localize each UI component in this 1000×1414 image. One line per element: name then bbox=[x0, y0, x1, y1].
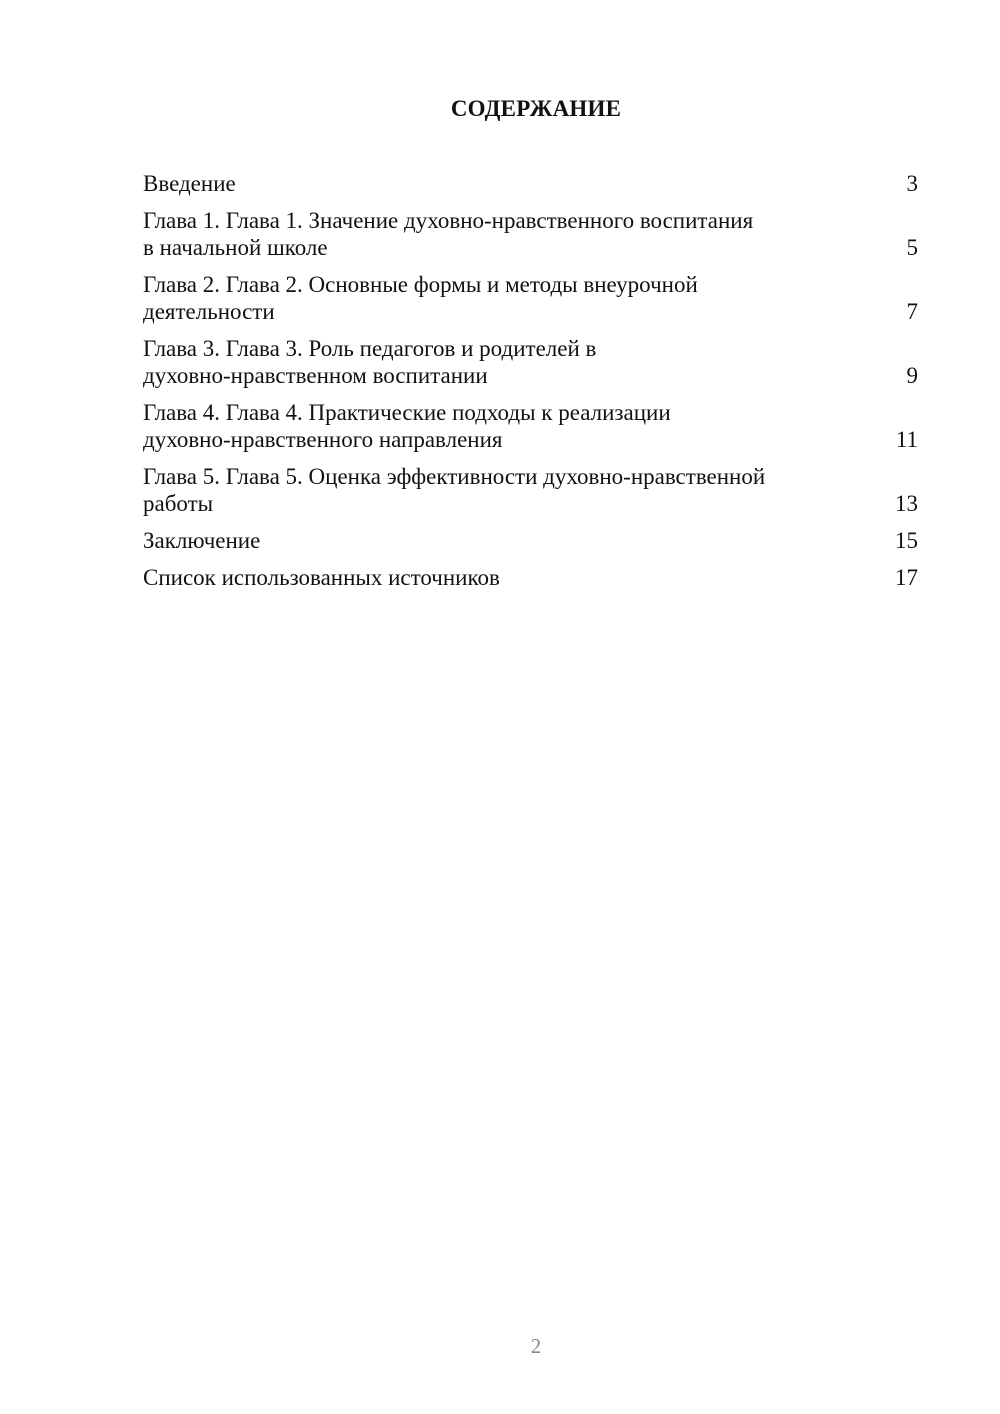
toc-entry-line: Глава 2. Глава 2. Основные формы и методы внеурочной bbox=[143, 272, 698, 297]
toc-entry-chapter-5 bbox=[143, 463, 918, 517]
toc-entry-text bbox=[143, 564, 833, 591]
toc-entry-line: Глава 3. Глава 3. Роль педагогов и родителей в bbox=[143, 336, 597, 361]
toc-entry-page: 13 bbox=[895, 491, 918, 516]
toc-entry-text bbox=[143, 399, 833, 453]
toc-entry-conclusion bbox=[143, 527, 918, 554]
page-number: 2 bbox=[530, 1334, 542, 1358]
toc-entry-text bbox=[143, 463, 833, 517]
toc-entry-line: духовно-нравственного направления bbox=[143, 427, 503, 452]
toc-entry-chapter-1 bbox=[143, 207, 918, 261]
toc-entry-line: деятельности bbox=[143, 299, 275, 324]
toc-entry-text bbox=[143, 207, 833, 261]
toc-entry-chapter-2 bbox=[143, 271, 918, 325]
toc-entry-line: в начальной школе bbox=[143, 235, 328, 260]
toc-entry-page: 17 bbox=[895, 565, 918, 590]
toc-entry-line: Введение bbox=[143, 171, 236, 196]
toc-entry-line: Глава 1. Глава 1. Значение духовно-нравственного воспитания bbox=[143, 208, 754, 233]
page-title: СОДЕРЖАНИЕ bbox=[450, 96, 622, 121]
toc-entry-line: Глава 5. Глава 5. Оценка эффективности духовно-нравственной bbox=[143, 464, 766, 489]
toc-entry-line: Заключение bbox=[143, 528, 261, 553]
table-of-contents bbox=[143, 170, 918, 601]
toc-entry-page: 9 bbox=[906, 363, 918, 388]
toc-entry-references bbox=[143, 564, 918, 591]
toc-entry-line: работы bbox=[143, 491, 214, 516]
toc-entry-page: 5 bbox=[906, 235, 918, 260]
toc-entry-chapter-4 bbox=[143, 399, 918, 453]
toc-entry-text bbox=[143, 335, 833, 389]
toc-entry-text bbox=[143, 527, 833, 554]
toc-entry-line: духовно-нравственном воспитании bbox=[143, 363, 488, 388]
toc-entry-line: Список использованных источников bbox=[143, 565, 500, 590]
toc-entry-page: 7 bbox=[906, 299, 918, 324]
toc-entry-page: 3 bbox=[906, 171, 918, 196]
toc-entry-line: Глава 4. Глава 4. Практические подходы к реализации bbox=[143, 400, 671, 425]
toc-entry-page: 11 bbox=[895, 427, 918, 452]
toc-entry-text bbox=[143, 271, 833, 325]
toc-entry-introduction bbox=[143, 170, 918, 197]
toc-entry-chapter-3 bbox=[143, 335, 918, 389]
toc-entry-page: 15 bbox=[895, 528, 918, 553]
toc-entry-text bbox=[143, 170, 833, 197]
